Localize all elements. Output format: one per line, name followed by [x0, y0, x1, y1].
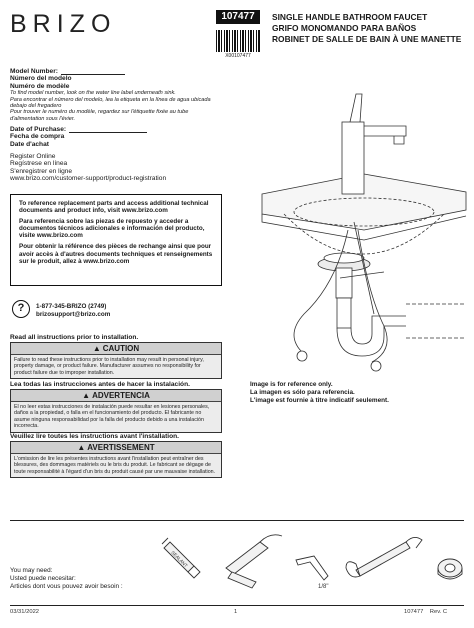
warning-triangle-icon: ▲ — [77, 443, 86, 452]
tools-label-en: You may need: — [10, 567, 53, 574]
document-titles — [272, 12, 461, 45]
title-es: GRIFO MONOMANDO PARA BAÑOS — [272, 23, 417, 33]
tape-roll-icon — [438, 559, 462, 579]
model-note-en: To find model number, look on the water line label underneath sink. — [10, 90, 176, 97]
register-url[interactable]: www.brizo.com/customer-support/product-registration — [10, 175, 167, 183]
pliers-icon — [226, 535, 282, 588]
model-number-label-es: Número del modelo — [10, 75, 72, 83]
model-number-section — [10, 68, 220, 122]
footer-doc-rev: 107477 Rev. C — [404, 609, 448, 615]
purchase-label: Date of Purchase: — [10, 126, 67, 133]
register-es: Regístrese en línea — [10, 160, 68, 168]
tools-label-es: Usted puede necesitar: — [10, 575, 76, 582]
reference-en: To reference replacement parts and access additional technical documents and product info, visit www.brizo.com — [19, 200, 209, 215]
title-en: SINGLE HANDLE BATHROOM FAUCET — [272, 12, 428, 22]
purchase-label-es: Fecha de compra — [10, 133, 65, 141]
sealant-tube-icon — [162, 538, 200, 578]
caution-heading: ▲ CAUTION — [11, 343, 221, 355]
title-fr: ROBINET DE SALLE DE BAIN À UNE MANETTE — [272, 34, 462, 44]
warning-triangle-icon: ▲ — [82, 391, 91, 400]
advertencia-body: El no leer estas instrucciones de instalación puede resultar en lesiones personales, daños a la propiedad, o falla en el funcionamiento del producto. El fabricante no asume ninguna responsabilidad por la falla del producto debido a una instalación incorrecta. — [11, 402, 221, 432]
model-number-label-fr: Numéro de modèle — [10, 82, 70, 90]
avertissement-body: L'omission de lire les présentes instructions avant l'installation peut entraîner des blessures, des dommages matériels ou le bris du produit. Le fabricant se dégage de toute responsabilité à l'égard d'un bris du produit causé par une mauvaise installation. — [11, 454, 221, 477]
caution-body: Failure to read these instructions prior to installation may result in personal injury, property damage, or product failure. Manufacturer assumes no responsibility for product failure due to improper installation. — [11, 355, 221, 378]
model-number-label: Model Number: — [10, 68, 58, 75]
tools-label-fr: Articles dont vous pouvez avoir besoin : — [10, 583, 123, 590]
avertissement-box — [10, 441, 222, 478]
read-instructions-fr: Veuillez lire toutes les instructions avant l'installation. — [10, 433, 180, 440]
purchase-line — [69, 127, 147, 133]
image-note-en: Image is for reference only. — [250, 381, 333, 388]
contact-phone: 1-877-345-BRIZO (2749) — [36, 303, 107, 310]
image-note-fr: L'image est fournie à titre indicatif seulement. — [250, 396, 389, 404]
avertissement-heading: ▲ AVERTISSEMENT — [11, 442, 221, 454]
image-note-es: La imagen es sólo para referencia. — [250, 388, 355, 396]
contact-email[interactable]: brizosupport@brizo.com — [36, 311, 111, 318]
question-mark-icon: ? — [12, 300, 30, 318]
reference-box — [10, 194, 222, 286]
hex-key-size: 1/8" — [318, 584, 329, 590]
sealant-label: SEALANT — [170, 549, 189, 569]
model-note-es: Para encontrar el número del modelo, lea la etiqueta en la línea de agua ubicada debajo del fregadero — [10, 96, 211, 110]
faucet-illustration — [244, 64, 470, 378]
caution-box — [10, 342, 222, 379]
adjustable-wrench-icon — [346, 537, 422, 577]
model-note-fr: Pour trouver le numéro du modèle, regardez sur l'étiquette fixée au tube d'alimentation sous l'évier. — [10, 109, 189, 122]
contact-info — [36, 303, 110, 319]
tools-label — [10, 567, 123, 591]
advertencia-heading: ▲ ADVERTENCIA — [11, 390, 221, 402]
purchase-section — [10, 126, 147, 148]
warning-triangle-icon: ▲ — [92, 344, 101, 353]
divider — [10, 520, 464, 521]
tools-illustrations — [160, 528, 470, 600]
barcode-number: X00107477 — [225, 53, 251, 59]
register-en: Register Online — [10, 153, 56, 160]
purchase-label-fr: Date d'achat — [10, 140, 49, 148]
brand-logo: BRIZO — [10, 10, 117, 38]
barcode — [216, 30, 260, 52]
image-note — [250, 381, 389, 404]
reference-fr: Pour obtenir la référence des pièces de rechange ainsi que pour avoir accès à d'autres documents techniques et renseignements sur le produit, allez à www.brizo.com — [19, 243, 213, 265]
footer-date: 03/31/2022 — [10, 609, 40, 615]
register-fr: S'enregistrer en ligne — [10, 167, 73, 175]
footer-page: 1 — [234, 609, 238, 615]
register-section — [10, 153, 166, 183]
read-instructions-en: Read all instructions prior to installation. — [10, 334, 139, 341]
model-number-badge: 107477 — [216, 10, 260, 24]
reference-es: Para referencia sobre las piezas de repuesto y acceder a documentos técnicos adicionales e información del producto, visite www.brizo.com — [19, 218, 205, 240]
hex-key-icon — [296, 556, 328, 580]
advertencia-box — [10, 389, 222, 433]
read-instructions-es: Lea todas las instrucciones antes de hacer la instalación. — [10, 381, 190, 388]
footer-divider — [10, 605, 464, 606]
